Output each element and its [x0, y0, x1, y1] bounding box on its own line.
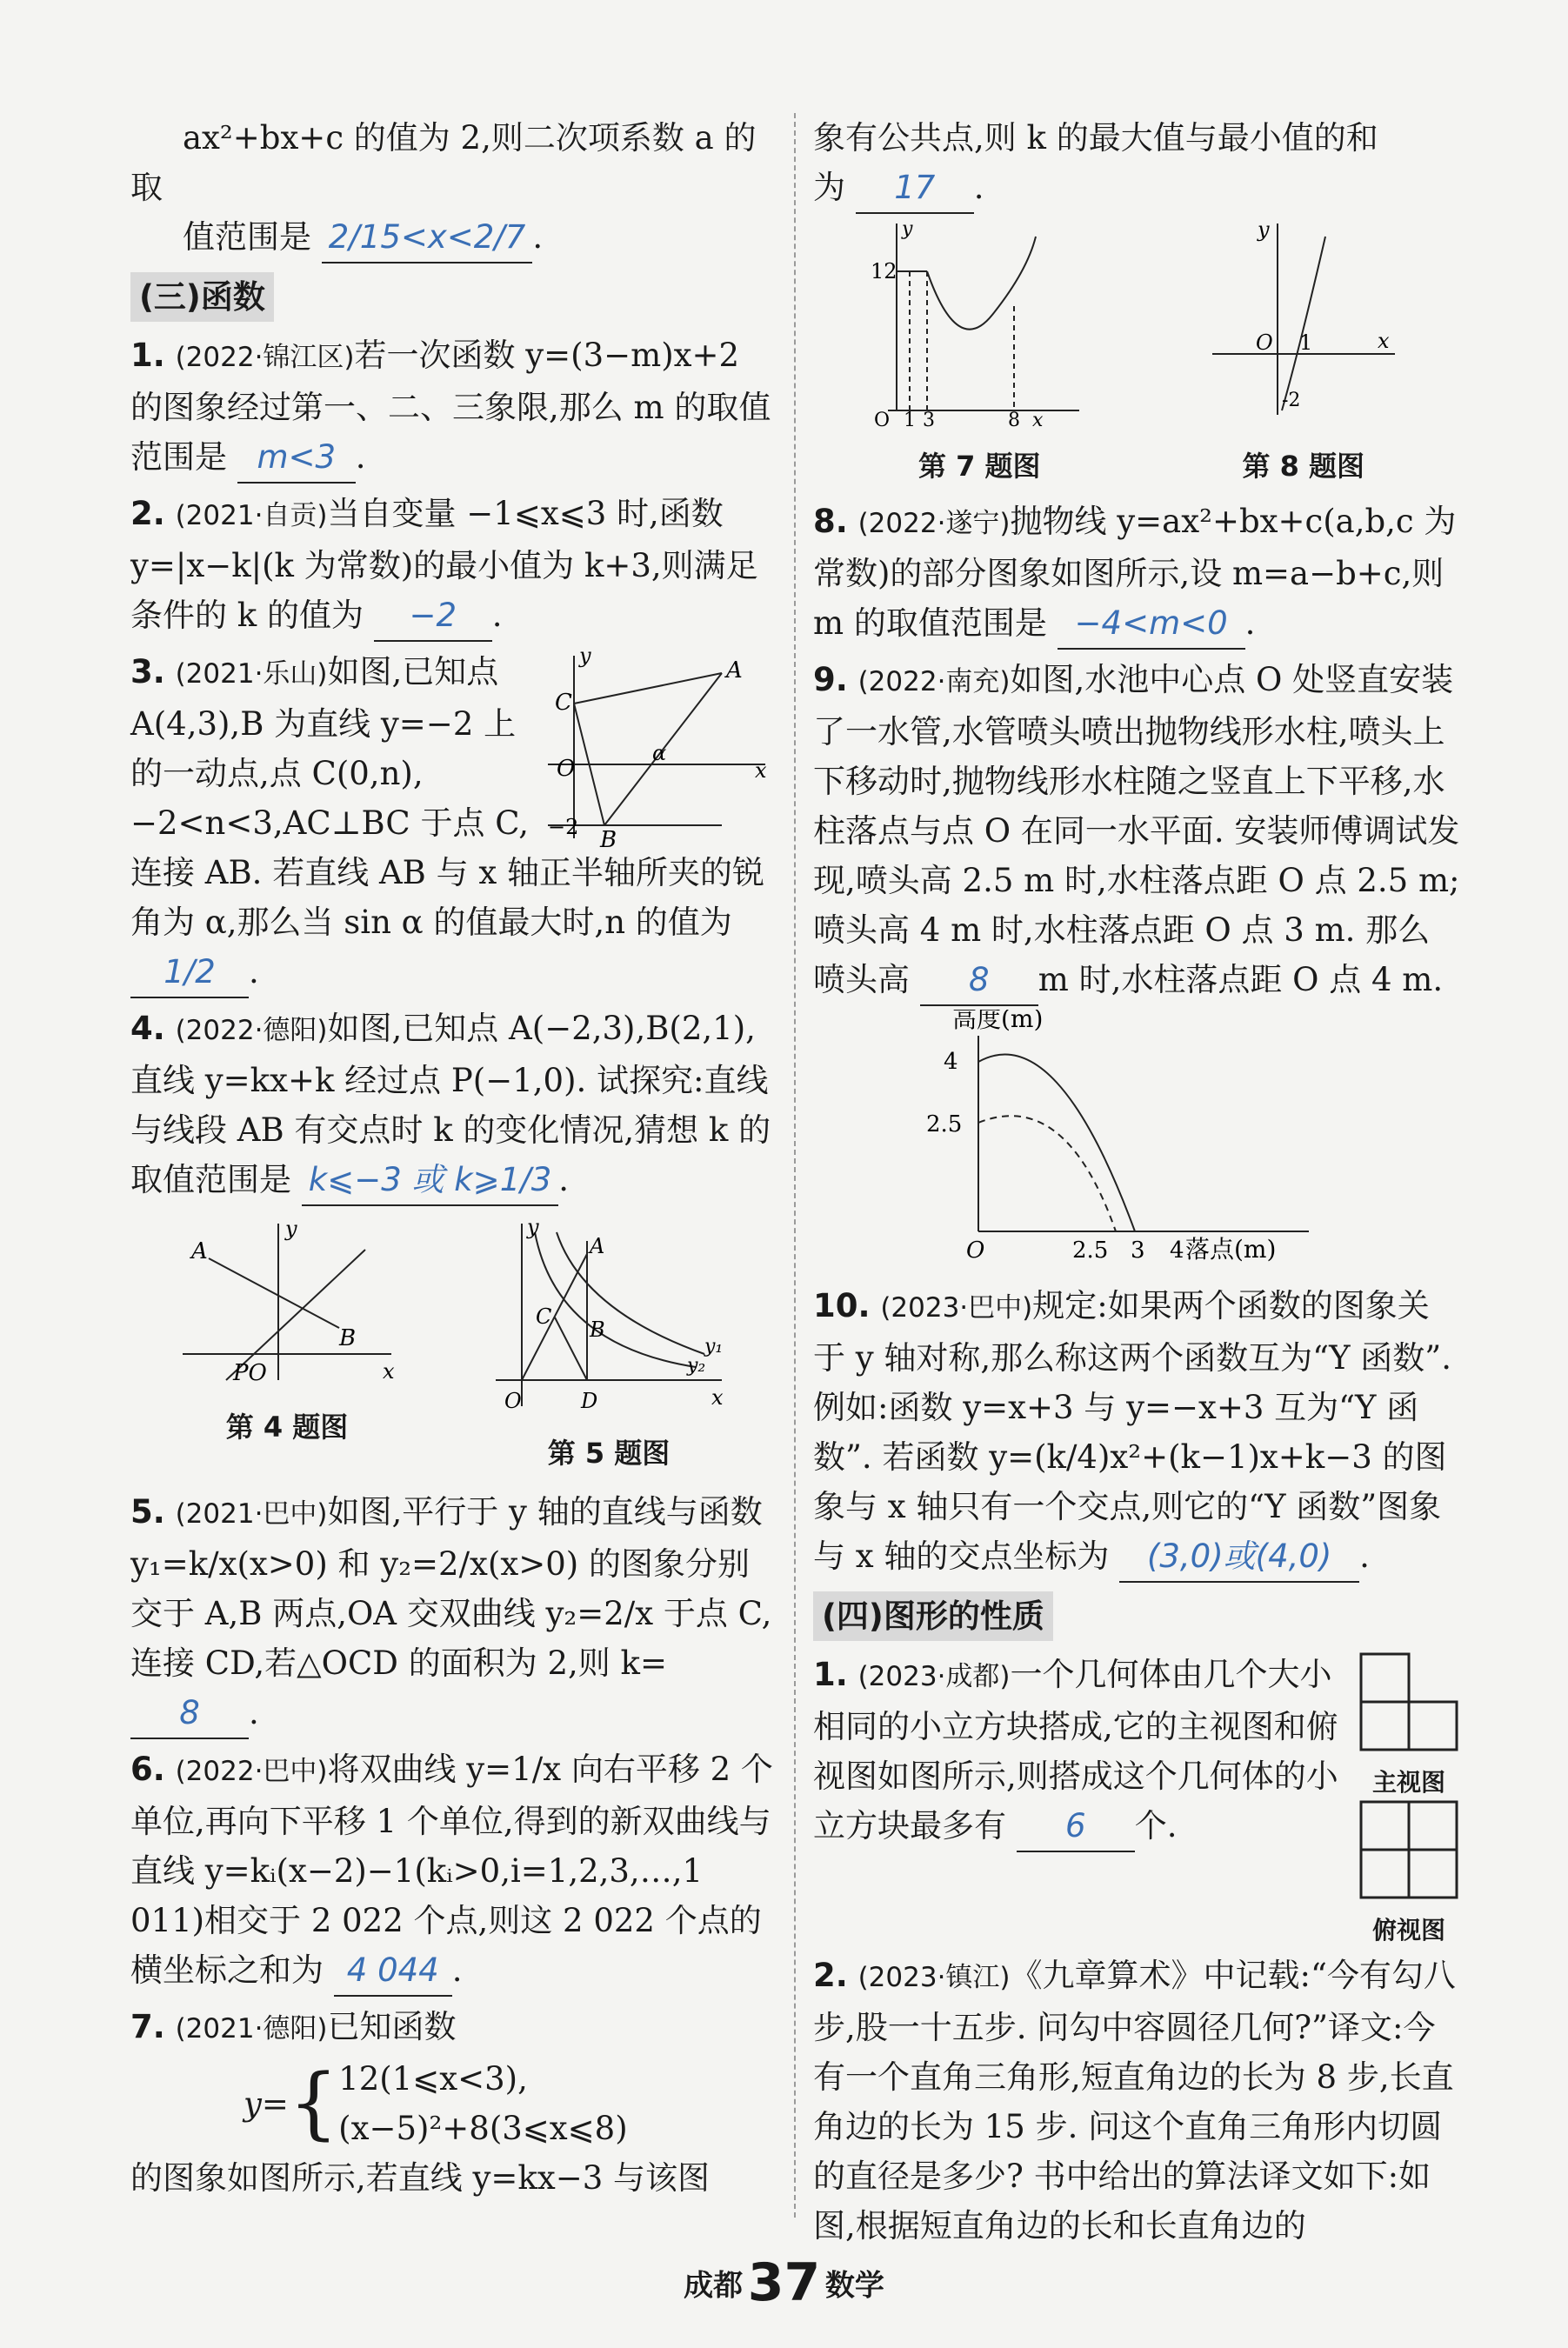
answer-blank: 4 044 [334, 1945, 452, 1997]
question-source: (2023·成都) [857, 1661, 1011, 1692]
answer-blank: 8 [130, 1688, 249, 1739]
svg-text:3: 3 [923, 410, 936, 428]
question-source: (2021·巴中) [175, 1498, 328, 1530]
figure-caption: 第 4 题图 [225, 1411, 349, 1444]
figure-8-wrap [1204, 219, 1404, 491]
question-number: 2. [813, 1957, 848, 1994]
section-title: (四)图形的性质 [813, 1591, 1053, 1641]
section-title: (三)函数 [130, 272, 274, 322]
svg-text:−2: −2 [548, 815, 579, 839]
svg-text:O: O [874, 410, 891, 428]
question-text: 《九章算术》中记载:“今有勾八步,股一十五步. 问勾中容圆径几何?”译文:今有一个直角三角形,短直角边的长为 8 步,长直角边的长为 15 步. 问这个直角三角形内切圆的直径是多少? 书中给出的算法译文如下:如图,根据短直角边的长和长直角边的 [813, 1957, 1456, 2245]
question-number: 2. [130, 495, 165, 532]
column-divider [794, 113, 796, 2218]
question-text-cont: m 时,水柱落点距 O 点 4 m. [1038, 961, 1444, 998]
question-text: 如图,已知点 A(−2,3),B(2,1),直线 y=kx+k 经过点 P(−1,0). 试探究:直线与线段 AB 有交点时 k 的变化情况,猜想 k 的取值范围是 [130, 1010, 771, 1198]
question-source: (2021·德阳) [175, 2013, 328, 2044]
figure-q3 [548, 647, 774, 847]
question-number: 5. [130, 1493, 165, 1531]
question-source: (2022·锦江区) [175, 342, 355, 373]
case-1: 12(1⩽x<3), [338, 2060, 528, 2098]
question-text: 若一次函数 y=(3−m)x+2 的图象经过第一、二、三象限,那么 m 的取值范围是 [130, 337, 771, 476]
svg-text:B: B [600, 827, 617, 847]
label: 值范围是 [183, 218, 311, 256]
svg-text:1: 1 [1298, 330, 1313, 355]
figures-7-8 [813, 219, 1461, 491]
question-number: 8. [813, 503, 848, 540]
svg-text:O: O [966, 1237, 985, 1262]
svg-text:y₁: y₁ [704, 1336, 724, 1357]
question-text: 将双曲线 y=1/x 向右平移 2 个单位,再向下平移 1 个单位,得到的新双曲线与直线 y=kᵢ(x−2)−1(kᵢ>0,i=1,2,3,…,1 011)相交于 2 022 个点,则这 2 022 个点的横坐标之和为 [130, 1751, 773, 1989]
footer-subject: 数学 [824, 2268, 884, 2304]
svg-text:y: y [527, 1215, 539, 1239]
svg-text:B: B [339, 1325, 357, 1351]
figure-q9 [917, 1010, 1318, 1262]
continued-line-2: 值范围是 2/15<x<2/7 . [130, 212, 774, 263]
svg-text:y₂: y₂ [687, 1355, 706, 1377]
svg-text:4: 4 [944, 1049, 958, 1075]
top-view-label: 俯视图 [1371, 1916, 1445, 1944]
question-source: (2022·南充) [857, 666, 1011, 697]
question-number: 3. [130, 653, 165, 690]
question-source: (2023·镇江) [857, 1962, 1011, 1993]
question-text: 规定:如果两个函数的图象关于 y 轴对称,那么称这两个函数互为“Y 函数”. 例如:函数 y=x+3 与 y=−x+3 互为“Y 函数”. 若函数 y=(k/4)x²+(k−1)x+k−3 的图象与 x 轴只有一个交点,则它的“Y 函数”图象与 x 轴的交点坐标为 [813, 1287, 1451, 1575]
figure-caption: 第 5 题图 [547, 1437, 671, 1470]
svg-text:y: y [579, 647, 591, 668]
figure-caption: 第 7 题图 [917, 450, 1041, 483]
question-text: 如图,已知点 A(4,3),B 为直线 y=−2 上的一动点,点 C(0,n),−2<n<3,AC⊥BC 于点 C,连接 AB. 若直线 AB 与 x 轴正半轴所夹的锐角为 α,那么当 sin α 的值最大时,n 的值为 [130, 653, 765, 941]
figure-9-wrap [813, 1010, 1461, 1276]
question-text: 当自变量 −1⩽x⩽3 时,函数 y=|x−k|(k 为常数)的最小值为 k+3,则满足条件的 k 的值为 [130, 495, 758, 634]
axis-x-label: 落点(m) [1185, 1235, 1277, 1262]
svg-text:C: C [555, 690, 572, 716]
right-column [813, 113, 1461, 2251]
svg-text:A: A [726, 657, 743, 684]
top-view-figure [1357, 1798, 1461, 1902]
svg-text:-2: -2 [1281, 390, 1301, 411]
brace: { [288, 2058, 339, 2149]
question-5: 5. (2021·巴中)如图,平行于 y 轴的直线与函数 y₁=k/x(x>0) 和 y₂=2/x(x>0) 的图象分别交于 A,B 两点,OA 交双曲线 y₂=2/x 于点 C,连接 CD,若△OCD 的面积为 2,则 k= 8 . [130, 1487, 774, 1739]
svg-text:O: O [557, 756, 576, 782]
svg-text:1: 1 [904, 410, 917, 428]
question-6: 6. (2022·巴中)将双曲线 y=1/x 向右平移 2 个单位,再向下平移 1 个单位,得到的新双曲线与直线 y=kᵢ(x−2)−1(kᵢ>0,i=1,2,3,…,1 011)相交于 2 022 个点,则这 2 022 个点的横坐标之和为 4 044 . [130, 1744, 774, 1997]
figures-4-5 [130, 1215, 774, 1478]
front-view-label: 主视图 [1371, 1768, 1445, 1797]
question-source: (2022·德阳) [175, 1015, 328, 1046]
svg-text:y: y [902, 219, 913, 240]
cases [338, 2054, 627, 2153]
y-equals: y= [244, 2085, 289, 2123]
svg-text:PO: PO [233, 1360, 267, 1386]
question-text-cont: 的图象如图所示,若直线 y=kx−3 与该图 [130, 2159, 711, 2197]
svg-text:O: O [1255, 330, 1273, 355]
svg-text:8: 8 [1008, 410, 1021, 428]
label: 为 [813, 169, 845, 206]
figure-q8 [1204, 219, 1404, 428]
figure-q5 [487, 1215, 731, 1415]
question-4: 4. (2022·德阳)如图,已知点 A(−2,3),B(2,1),直线 y=kx+k 经过点 P(−1,0). 试探究:直线与线段 AB 有交点时 k 的变化情况,猜想 k 的取值范围是 k⩽−3 或 k⩾1/3 . [130, 1004, 774, 1206]
figure-5-wrap [487, 1215, 731, 1478]
views-figure [1357, 1650, 1461, 1945]
question-12 [813, 1951, 1461, 2251]
figure-caption: 第 8 题图 [1242, 450, 1365, 483]
answer-blank: 17 [856, 163, 974, 214]
svg-text:3: 3 [1131, 1237, 1145, 1262]
question-source: (2023·巴中) [880, 1292, 1033, 1324]
piecewise-function [130, 2054, 774, 2153]
left-column [130, 113, 774, 2203]
question-number: 10. [813, 1287, 871, 1324]
question-10: 10. (2023·巴中)规定:如果两个函数的图象关于 y 轴对称,那么称这两个函数互为“Y 函数”. 例如:函数 y=x+3 与 y=−x+3 互为“Y 函数”. 若函数 y=(k/4)x²+(k−1)x+k−3 的图象与 x 轴只有一个交点,则它的“Y 函数”图象与 x 轴的交点坐标为 (3,0)或(4,0) . [813, 1281, 1461, 1583]
answer-blank: 1/2 [130, 947, 249, 998]
svg-text:y: y [285, 1217, 297, 1241]
answer-blank: (3,0)或(4,0) [1119, 1531, 1359, 1583]
footer-city: 成都 [684, 2268, 744, 2304]
continued-line: ax²+bx+c 的值为 2,则二次项系数 a 的取 [130, 119, 757, 206]
question-7 [130, 2002, 774, 2203]
question-9 [813, 655, 1461, 1006]
svg-text:C: C [536, 1304, 552, 1329]
front-view-figure [1357, 1650, 1461, 1754]
svg-text:x: x [1377, 329, 1390, 353]
svg-text:x: x [755, 758, 767, 783]
svg-text:A: A [191, 1238, 208, 1264]
question-source: (2021·乐山) [175, 658, 328, 690]
question-text: 一个几何体由几个大小相同的小立方块搭成,它的主视图和俯视图如图所示,则搭成这个几何体的小立方块最多有 [813, 1656, 1338, 1844]
svg-text:B: B [590, 1317, 605, 1342]
case-2: (x−5)²+8(3⩽x⩽8) [338, 2110, 628, 2147]
question-number: 6. [130, 1751, 165, 1788]
question-source: (2022·遂宁) [857, 508, 1011, 539]
figure-q4 [174, 1215, 400, 1389]
question-2: 2. (2021·自贡)当自变量 −1⩽x⩽3 时,函数 y=|x−k|(k 为常数)的最小值为 k+3,则满足条件的 k 的值为 −2 . [130, 489, 774, 642]
svg-text:x: x [1032, 410, 1044, 428]
figure-q7 [871, 219, 1088, 428]
svg-text:2.5: 2.5 [926, 1111, 963, 1137]
answer-blank: 6 [1017, 1801, 1135, 1852]
continued-line-2: 为 17 . [813, 163, 1461, 214]
question-number: 1. [813, 1656, 848, 1693]
svg-text:y: y [1257, 219, 1270, 242]
question-8: 8. (2022·遂宁)抛物线 y=ax²+bx+c(a,b,c 为常数)的部分图象如图所示,设 m=a−b+c,则 m 的取值范围是 −4<m<0 . [813, 497, 1461, 650]
svg-text:x: x [711, 1385, 724, 1410]
answer-blank: 8 [920, 955, 1038, 1006]
page-footer [0, 2252, 1568, 2313]
answer-blank: m<3 [237, 432, 356, 484]
svg-text:2.5: 2.5 [1072, 1237, 1109, 1262]
question-1: 1. (2022·锦江区)若一次函数 y=(3−m)x+2 的图象经过第一、二、三象限,那么 m 的取值范围是 m<3 . [130, 330, 774, 484]
answer-blank: k⩽−3 或 k⩾1/3 [302, 1155, 558, 1206]
figure-7-wrap [871, 219, 1088, 491]
svg-text:O: O [504, 1389, 522, 1413]
svg-text:D: D [581, 1389, 598, 1413]
answer-blank: 2/15<x<2/7 [322, 212, 533, 263]
question-3: A C O B α x y −2 3. (2021·乐山)如图,已知点 A(4,3),B 为直线 y=−2 上的一动点,点 C(0,n),−2<n<3,AC⊥BC 于点 C,连接 AB. 若直线 AB 与 x 轴正半轴所夹的锐角为 α,那么当 sin α 的值最大时,n 的值为 1/2 . [130, 647, 774, 998]
axis-y-label: 高度(m) [952, 1010, 1044, 1033]
question-text: 已知函数 [327, 2008, 457, 2045]
page-number: 37 [747, 2252, 821, 2313]
question-text: 如图,水池中心点 O 处竖直安装了一水管,水管喷头喷出抛物线形水柱,喷头上下移动时,抛物线形水柱随之竖直上下平移,水柱落点与点 O 在同一水平面. 安装师傅调试发现,喷头高 2.5 m 时,水柱落点距 O 点 2.5 m;喷头高 4 m 时,水柱落点距 O 点 3 m. 那么喷头高 [813, 661, 1460, 998]
question-text: 抛物线 y=ax²+bx+c(a,b,c 为常数)的部分图象如图所示,设 m=a−b+c,则 m 的取值范围是 [813, 503, 1457, 642]
question-number: 1. [130, 337, 165, 374]
svg-text:x: x [383, 1359, 395, 1384]
svg-text:4: 4 [1170, 1237, 1184, 1262]
svg-text:α: α [652, 741, 667, 765]
figure-4-wrap [174, 1215, 400, 1478]
question-text: 如图,平行于 y 轴的直线与函数 y₁=k/x(x>0) 和 y₂=2/x(x>0) 的图象分别交于 A,B 两点,OA 交双曲线 y₂=2/x 于点 C,连接 CD,若△OCD 的面积为 2,则 k= [130, 1493, 772, 1682]
question-text-cont: 个. [1134, 1807, 1178, 1844]
question-source: (2021·自贡) [175, 500, 328, 531]
question-number: 4. [130, 1010, 165, 1047]
question-number: 9. [813, 661, 848, 698]
svg-text:A: A [590, 1234, 605, 1258]
answer-blank: −2 [374, 590, 492, 642]
question-source: (2022·巴中) [175, 1756, 328, 1787]
question-11 [813, 1650, 1461, 1945]
question-number: 7. [130, 2008, 165, 2045]
answer-blank: −4<m<0 [1058, 598, 1245, 650]
continued-line: 象有公共点,则 k 的最大值与最小值的和 [813, 119, 1378, 157]
svg-text:12: 12 [871, 259, 897, 283]
